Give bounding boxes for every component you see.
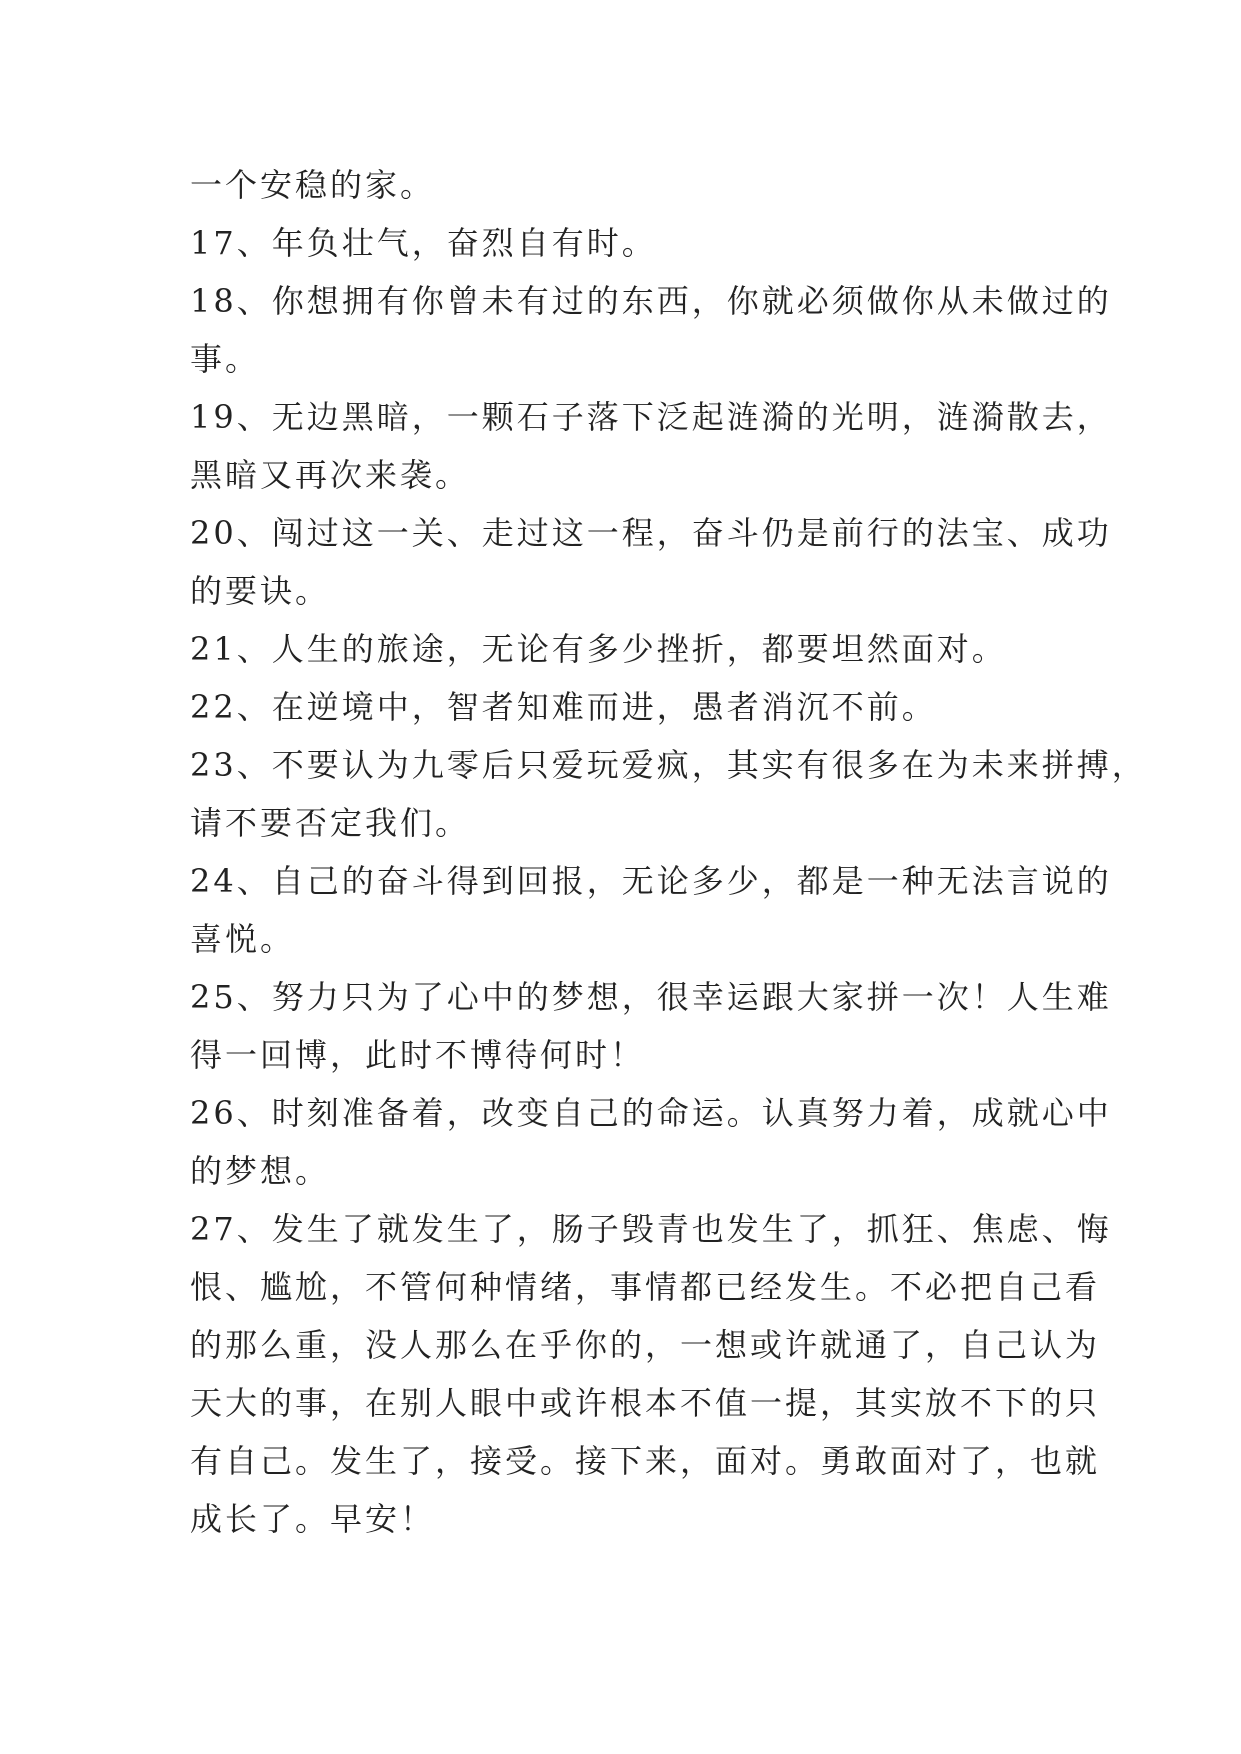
text-line: 23、不要认为九零后只爱玩爱疯，其实有很多在为未来拼搏， — [190, 746, 1147, 784]
text-line: 请不要否定我们。 — [190, 804, 471, 842]
text-line: 24、自己的奋斗得到回报，无论多少，都是一种无法言说的 — [190, 862, 1112, 900]
text-line: 22、在逆境中，智者知难而进，愚者消沉不前。 — [190, 688, 937, 726]
text-line: 有自己。发生了，接受。接下来，面对。勇敢面对了，也就 — [190, 1442, 1101, 1480]
text-line: 26、时刻准备着，改变自己的命运。认真努力着，成就心中 — [190, 1094, 1112, 1132]
text-line: 黑暗又再次来袭。 — [190, 456, 471, 494]
text-line: 天大的事，在别人眼中或许根本不值一提，其实放不下的只 — [190, 1384, 1101, 1422]
text-line: 的要诀。 — [190, 572, 331, 610]
text-line: 18、你想拥有你曾未有过的东西，你就必须做你从未做过的 — [190, 282, 1112, 320]
text-line: 得一回博，此时不博待何时！ — [190, 1036, 646, 1074]
text-line: 17、年负壮气，奋烈自有时。 — [190, 224, 657, 262]
text-line: 21、人生的旅途，无论有多少挫折，都要坦然面对。 — [190, 630, 1007, 668]
text-line: 25、努力只为了心中的梦想，很幸运跟大家拼一次！人生难 — [190, 978, 1112, 1016]
document-body — [190, 156, 1147, 1548]
text-line: 27、发生了就发生了，肠子毁青也发生了，抓狂、焦虑、悔 — [190, 1210, 1112, 1248]
text-line: 恨、尴尬，不管何种情绪，事情都已经发生。不必把自己看 — [190, 1268, 1101, 1306]
text-line: 成长了。早安！ — [190, 1500, 436, 1538]
text-line: 19、无边黑暗，一颗石子落下泛起涟漪的光明，涟漪散去， — [190, 398, 1112, 436]
text-line: 事。 — [190, 340, 261, 378]
text-line: 的那么重，没人那么在乎你的，一想或许就通了，自己认为 — [190, 1326, 1101, 1364]
text-line: 的梦想。 — [190, 1152, 331, 1190]
text-line: 一个安稳的家。 — [190, 166, 436, 204]
text-line: 20、闯过这一关、走过这一程，奋斗仍是前行的法宝、成功 — [190, 514, 1112, 552]
text-line: 喜悦。 — [190, 920, 296, 958]
